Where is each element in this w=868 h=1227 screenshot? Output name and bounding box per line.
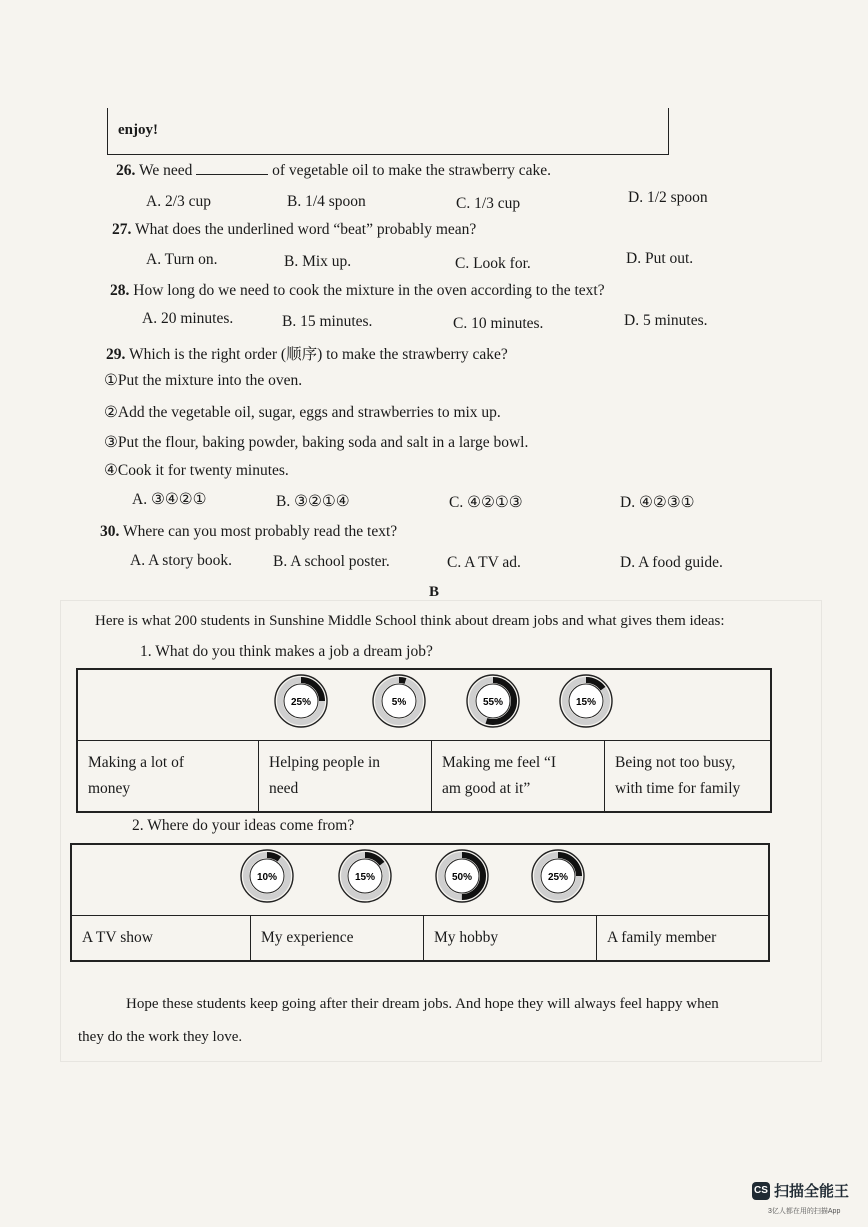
option-d: D. A food guide. — [620, 554, 723, 571]
cell-line: money — [88, 780, 131, 797]
question-number: 26. — [116, 162, 136, 179]
survey2-cell: A family member — [597, 916, 770, 962]
answer-blank — [196, 162, 268, 175]
logo-tagline: 3亿人都在用的扫描App — [768, 1208, 841, 1215]
survey1-table — [76, 668, 772, 813]
survey2-question: 2. Where do your ideas come from? — [132, 817, 355, 834]
cell-line: Making a lot of — [88, 754, 184, 771]
option-c: C. 10 minutes. — [453, 315, 544, 332]
option-a: A. A story book. — [130, 552, 233, 569]
survey-intro: Here is what 200 students in Sunshine Middle School think about dream jobs and what gives them ideas: — [95, 613, 725, 629]
donut-chart — [436, 850, 488, 902]
survey1-cell — [605, 741, 772, 813]
question-28 — [110, 282, 605, 300]
question-30 — [100, 523, 397, 541]
cell-line: need — [269, 780, 299, 797]
option-d: D. 5 minutes. — [624, 312, 708, 329]
option-c: C. A TV ad. — [447, 554, 521, 571]
step-2: ②Add the vegetable oil, sugar, eggs and strawberries to mix up. — [104, 404, 501, 421]
donut-percent-label: 15% — [575, 697, 597, 708]
option-a: A. 20 minutes. — [142, 310, 234, 327]
cs-logo-icon: CS — [752, 1182, 770, 1200]
donut-percent-label: 15% — [354, 872, 376, 883]
survey1-cell — [77, 741, 259, 813]
question-text: How long do we need to cook the mixture in the oven according to the text? — [133, 282, 605, 299]
survey1-question: 1. What do you think makes a job a dream job? — [140, 643, 433, 660]
survey2-donut-charts — [72, 845, 766, 907]
survey1-chart-row — [77, 669, 771, 741]
question-29 — [106, 342, 508, 364]
question-26 — [116, 162, 551, 180]
cell-line: Being not too busy, — [615, 754, 736, 771]
question-text: We need — [138, 162, 193, 179]
option-a: A. Turn on. — [146, 251, 218, 268]
step-4: ④Cook it for twenty minutes. — [104, 462, 289, 479]
closing-line-2: they do the work they love. — [78, 1029, 243, 1045]
donut-chart — [532, 850, 584, 902]
section-heading-b: B — [428, 584, 439, 600]
donut-percent-label: 5% — [391, 697, 407, 708]
cell-line: with time for family — [615, 780, 741, 797]
option-d: D. ④②③① — [620, 494, 695, 511]
option-c: C. 1/3 cup — [456, 195, 521, 212]
donut-chart — [275, 675, 327, 727]
option-b: B. Mix up. — [284, 253, 352, 270]
question-27 — [112, 221, 476, 239]
survey2-cell: My experience — [251, 916, 424, 962]
scanner-app-logo — [752, 1180, 849, 1201]
option-b: B. ③②①④ — [276, 493, 350, 510]
survey2-cell: A TV show — [71, 916, 251, 962]
survey1-cell — [259, 741, 432, 813]
closing-line-1: Hope these students keep going after their dream jobs. And hope they will always feel happy when — [126, 996, 719, 1012]
donut-chart — [560, 675, 612, 727]
question-text: Which is the right order (顺序) to make the strawberry cake? — [128, 346, 508, 363]
logo-name: 扫描全能王 — [774, 1183, 850, 1200]
donut-chart — [373, 675, 425, 727]
survey2-chart-row — [71, 844, 769, 916]
option-a: A. 2/3 cup — [146, 193, 212, 210]
question-text: of vegetable oil to make the strawberry cake. — [272, 162, 552, 179]
question-number: 28. — [110, 282, 130, 299]
option-d: D. Put out. — [626, 250, 694, 267]
option-b: B. 1/4 spoon — [287, 193, 366, 210]
option-b: B. 15 minutes. — [282, 313, 373, 330]
question-text: Where can you most probably read the text? — [122, 523, 398, 540]
passage-end-box — [107, 108, 669, 155]
donut-percent-label: 10% — [256, 872, 278, 883]
survey1-donut-charts — [78, 670, 768, 732]
passage-end-text: enjoy! — [118, 122, 158, 138]
cell-line: Helping people in — [269, 754, 381, 771]
donut-percent-label: 50% — [451, 872, 473, 883]
question-number: 29. — [106, 346, 126, 363]
donut-chart — [241, 850, 293, 902]
donut-percent-label: 25% — [547, 872, 569, 883]
donut-chart — [339, 850, 391, 902]
option-c: C. ④②①③ — [449, 494, 523, 511]
option-b: B. A school poster. — [273, 553, 390, 570]
option-d: D. 1/2 spoon — [628, 189, 708, 206]
step-3: ③Put the flour, baking powder, baking soda and salt in a large bowl. — [104, 434, 529, 451]
question-text: What does the underlined word “beat” probably mean? — [134, 221, 477, 238]
question-number: 27. — [112, 221, 132, 238]
survey2-table — [70, 843, 770, 962]
cell-line: am good at it” — [442, 780, 531, 797]
survey1-cell — [432, 741, 605, 813]
survey2-cell: My hobby — [424, 916, 597, 962]
cell-line: Making me feel “I — [442, 754, 557, 771]
question-number: 30. — [100, 523, 120, 540]
option-a: A. ③④②① — [132, 491, 207, 508]
step-1: ①Put the mixture into the oven. — [104, 372, 303, 389]
donut-chart — [467, 675, 519, 727]
option-c: C. Look for. — [455, 255, 531, 272]
donut-percent-label: 55% — [482, 697, 504, 708]
donut-percent-label: 25% — [290, 697, 312, 708]
